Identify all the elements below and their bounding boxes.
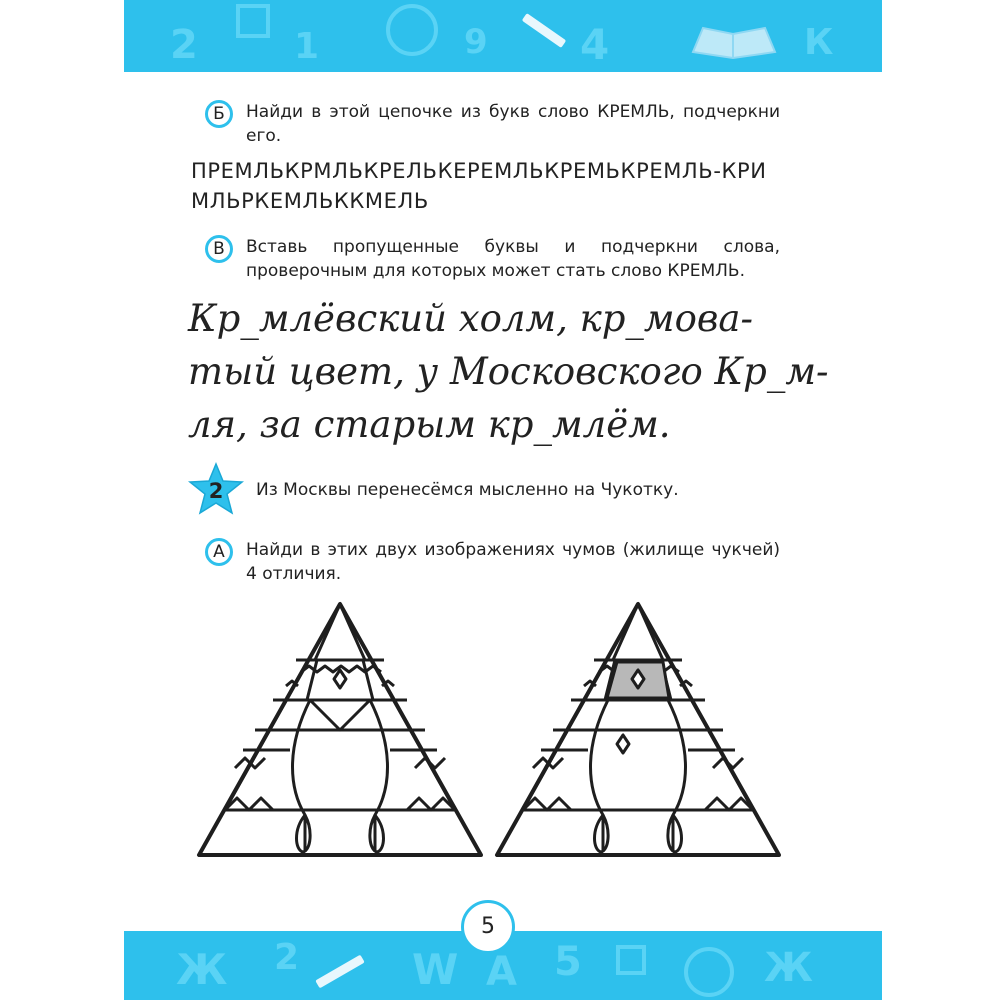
exercise-2-text: Из Москвы перенесёмся мысленно на Чукотку. [256,480,679,500]
digit-decoration: 4 [580,20,610,69]
digit-decoration: 2 [274,937,300,978]
pencil-icon [522,13,566,48]
script-line-2: тый цвет, у Московского Кр_м- [188,350,829,393]
letter-chain: ПРЕМЛЬКРМЛЬКРЕЛЬКЕРЕМЛЬКРЕМЬКРЕМЛЬ-КРИМЛЬРКЕМЛЬККМЕЛЬ [191,159,767,213]
digit-decoration: 2 [170,22,198,68]
digit-decoration: A [486,949,517,995]
chum-right-illustration [493,600,783,864]
task-a-marker: А [205,538,233,566]
star-icon [188,462,244,518]
header-band [124,0,882,72]
circle-target-icon [386,4,438,56]
chum-left-illustration [195,600,485,864]
letter-decoration: К [804,22,834,63]
task-b-instruction: Найди в этой цепочке из букв слово КРЕМЛЬ, подчеркни его. [246,102,780,146]
pencil-icon [315,955,365,989]
digit-decoration: 9 [464,22,488,62]
script-line-3: ля, за старым кр_млём. [188,403,671,446]
digit-decoration: W [412,945,459,994]
task-v-instruction: Вставь пропущенные буквы и подчеркни слова, проверочным для которых может стать слово КРЕМЛЬ. [246,237,780,281]
digit-decoration: 5 [554,939,582,985]
letter-decoration: Ж [764,945,813,991]
script-line-1: Кр_млёвский холм, кр_мова- [188,297,753,340]
page-number: 5 [461,900,515,954]
circle-target-icon [684,947,734,997]
letter-decoration: Ж [176,945,228,994]
task-a-instruction: Найди в этих двух изображениях чумов (жилище чукчей) 4 отличия. [246,540,780,584]
book-icon [689,22,779,64]
square-icon [616,945,646,975]
exercise-number: 2 [208,479,224,503]
task-v-marker: В [205,235,233,263]
task-b-marker: Б [205,100,233,128]
square-icon [236,4,270,38]
digit-decoration: 1 [294,26,320,67]
